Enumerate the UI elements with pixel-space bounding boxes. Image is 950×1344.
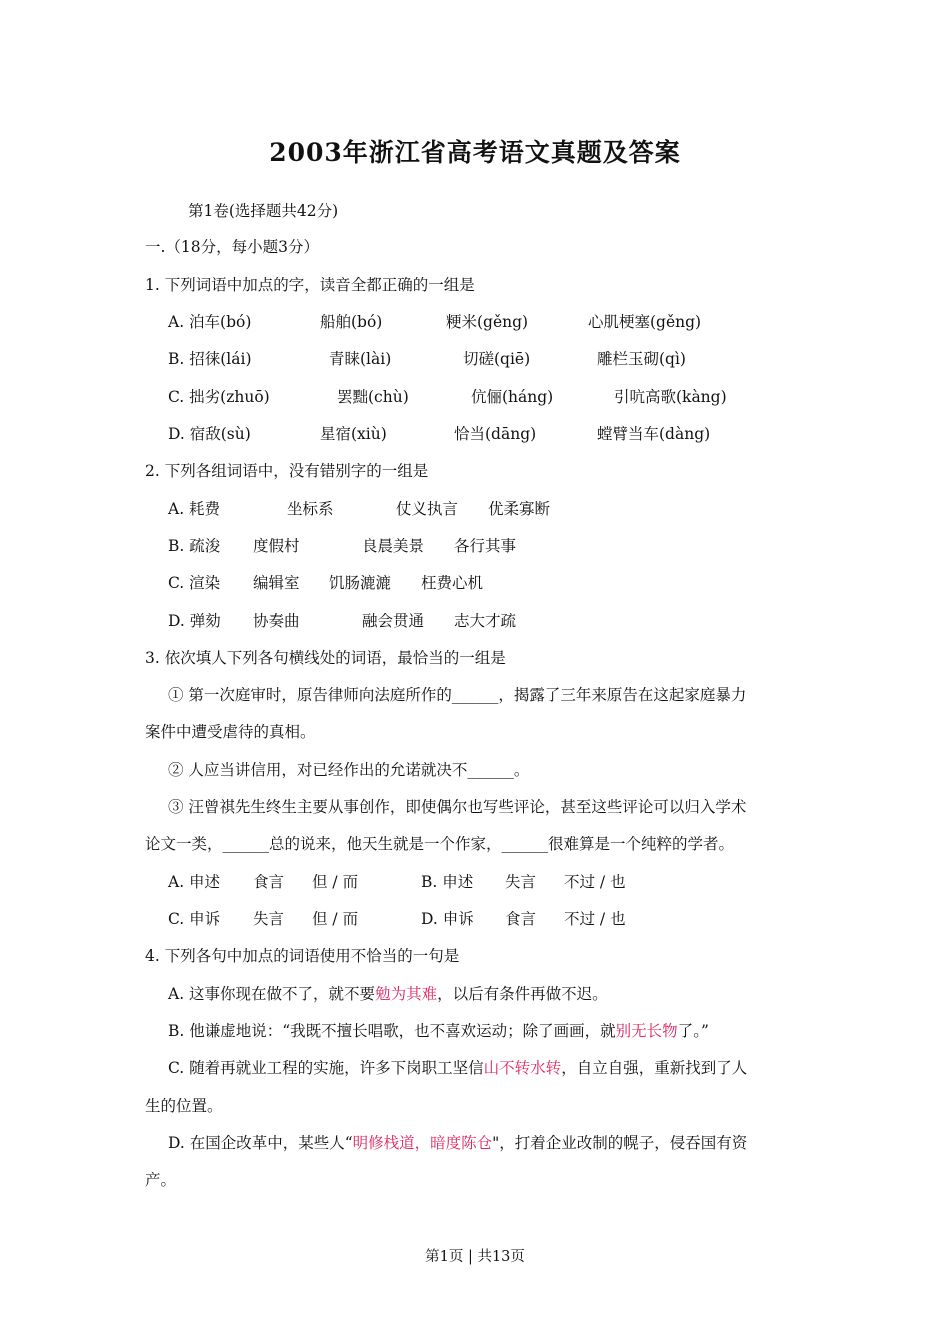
q1-d-4: 螳臂当车(dàng) <box>597 425 711 443</box>
section-header: 第1卷(选择题共42分) <box>188 202 339 220</box>
q1-a-3: 粳米(gěng) <box>446 313 529 331</box>
q4-b-highlight: 别无长物 <box>615 1022 678 1040</box>
q3-stem: 3. 依次填人下列各句横线处的词语，最恰当的一组是 <box>145 649 506 667</box>
q2-a-3: 仗义执言 <box>396 500 459 518</box>
q2-d-1: D. 弹劾 <box>168 612 221 630</box>
q2-stem: 2. 下列各组词语中，没有错别字的一组是 <box>145 462 429 480</box>
q3-sentence-3-line-2: 论文一类，______总的说来，他天生就是一个作家，______很难算是一个纯粹的学者。 <box>145 835 735 853</box>
q4-option-b <box>168 1020 709 1042</box>
q4-a-text-post: ，以后有条件再做不迟。 <box>437 985 608 1003</box>
q1-c-4: 引吭高歌(kàng) <box>614 388 727 406</box>
q3-a-1: A. 申述 <box>168 873 221 891</box>
q1-a-2: 船舶(bó) <box>320 313 383 331</box>
q2-b-2: 度假村 <box>253 537 300 555</box>
q2-d-3: 融会贯通 <box>362 612 425 630</box>
q2-a-4: 优柔寡断 <box>488 500 551 518</box>
part-one-heading: 一.（18分，每小题3分） <box>145 238 320 256</box>
q2-c-1: C. 渲染 <box>168 574 221 592</box>
q1-d-3: 恰当(dāng) <box>454 425 537 443</box>
q3-c-2: 失言 <box>253 910 285 928</box>
q2-c-4: 枉费心机 <box>421 574 484 592</box>
q4-d-text-post: "，打着企业改制的幌子，侵吞国有资 <box>492 1134 748 1152</box>
q1-b-3: 切磋(qiē) <box>463 350 531 368</box>
q3-sentence-1-line-2: 案件中遭受虐待的真相。 <box>145 723 316 741</box>
q3-sentence-2: ② 人应当讲信用，对已经作出的允诺就决不______。 <box>168 761 530 779</box>
q1-stem: 1. 下列词语中加点的字，读音全都正确的一组是 <box>145 276 475 294</box>
q3-d-3: 不过 / 也 <box>564 910 626 928</box>
q2-d-2: 协奏曲 <box>253 612 300 630</box>
q4-b-text-post: 了。” <box>677 1022 709 1040</box>
q1-c-1: C. 拙劣(zhuō) <box>168 388 270 406</box>
q4-a-text-pre: A. 这事你现在做不了，就不要 <box>168 985 376 1003</box>
q1-c-3: 伉俪(háng) <box>471 388 554 406</box>
q4-stem: 4. 下列各句中加点的词语使用不恰当的一句是 <box>145 947 460 965</box>
q2-a-2: 坐标系 <box>287 500 334 518</box>
q3-c-1: C. 申诉 <box>168 910 221 928</box>
q3-b-3: 不过 / 也 <box>564 873 626 891</box>
q3-d-1: D. 申诉 <box>421 910 474 928</box>
q1-a-1: A. 泊车(bó) <box>168 313 252 331</box>
q4-d-highlight: 明修栈道，暗度陈仓 <box>352 1134 493 1152</box>
q2-b-4: 各行其事 <box>454 537 517 555</box>
q2-b-1: B. 疏浚 <box>168 537 221 555</box>
q3-a-3: 但 / 而 <box>312 873 359 891</box>
q1-b-2: 青睐(lài) <box>329 350 392 368</box>
q1-c-2: 罢黜(chù) <box>337 388 409 406</box>
q3-c-3: 但 / 而 <box>312 910 359 928</box>
page-footer: 第1页 | 共13页 <box>425 1249 525 1265</box>
q2-c-2: 编辑室 <box>253 574 300 592</box>
q4-b-text-pre: B. 他谦虚地说：“我既不擅长唱歌，也不喜欢运动；除了画画，就 <box>168 1022 616 1040</box>
q4-option-c-line-2: 生的位置。 <box>145 1097 223 1115</box>
q2-a-1: A. 耗费 <box>168 500 221 518</box>
q4-d-text-pre: D. 在国企改革中，某些人“ <box>168 1134 353 1152</box>
q3-d-2: 食言 <box>505 910 537 928</box>
q4-option-c <box>168 1057 747 1079</box>
q4-option-a <box>168 983 608 1005</box>
q1-b-1: B. 招徕(lái) <box>168 350 252 368</box>
q2-c-3: 饥肠漉漉 <box>329 574 392 592</box>
q4-c-text-post: ，自立自强，重新找到了人 <box>561 1059 748 1077</box>
q2-d-4: 志大才疏 <box>454 612 517 630</box>
page-title: 2003年浙江省高考语文真题及答案 <box>269 138 681 167</box>
q1-b-4: 雕栏玉砌(qì) <box>597 350 686 368</box>
q4-c-highlight: 山不转水转 <box>483 1059 562 1077</box>
q2-b-3: 良晨美景 <box>362 537 425 555</box>
q1-d-2: 星宿(xiù) <box>320 425 387 443</box>
q3-sentence-3-line-1: ③ 汪曾祺先生终生主要从事创作，即使偶尔也写些评论，甚至这些评论可以归入学术 <box>168 798 747 816</box>
q3-a-2: 食言 <box>253 873 285 891</box>
q4-a-highlight: 勉为其难 <box>375 985 438 1003</box>
q4-option-d-line-2: 产。 <box>145 1171 177 1189</box>
q3-b-2: 失言 <box>505 873 537 891</box>
q4-option-d <box>168 1132 747 1154</box>
q1-d-1: D. 宿敌(sù) <box>168 425 251 443</box>
q3-b-1: B. 申述 <box>421 873 474 891</box>
q3-sentence-1-line-1: ① 第一次庭审时，原告律师向法庭所作的______，揭露了三年来原告在这起家庭暴力 <box>168 686 747 704</box>
q4-c-text-pre: C. 随着再就业工程的实施，许多下岗职工坚信 <box>168 1059 484 1077</box>
q1-a-4: 心肌梗塞(gěng) <box>588 313 702 331</box>
